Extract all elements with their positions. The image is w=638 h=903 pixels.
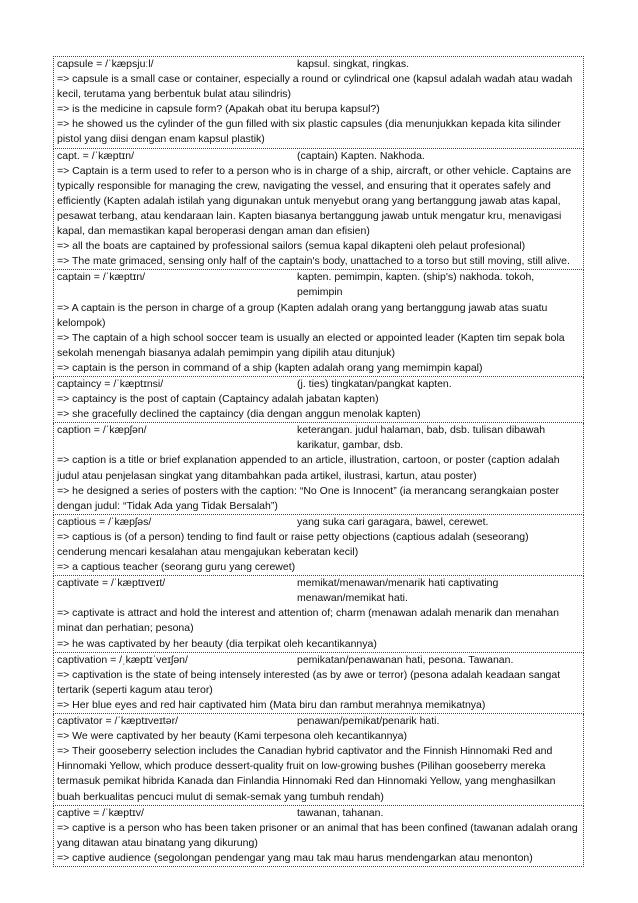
headword: captaincy = /ˈkæptɪnsi/: [57, 377, 164, 390]
dictionary-entry: [53, 423, 584, 515]
example-line: => captivation is the state of being intensely interested (as by awe or terror) (pesona adalah keadaan sangat tertarik (seperti kagum atau teror): [57, 668, 561, 696]
headword: captain = /ˈkæptɪn/: [57, 271, 146, 284]
example-line: => capsule is a small case or container, especially a round or cylindrical one (kapsul adalah wadah atau wadah kecil, terutama yang berbentuk bulat atau silindris): [57, 73, 573, 101]
example-line: => Their gooseberry selection includes the Canadian hybrid captivator and the Finnish Hinnomaki Red and Hinnomaki Yellow, which produce dessert-quality fruit on low-growing bushes (Pilihan gooseberry mereka termasuk pemikat hibrida Kanada dan Finlandia Hinnomaki Red dan Hinnomaki Yellow, yang menghasilkan buah berkualitas pencuci mulut di semak-semak yang tumbuh rendah): [57, 745, 556, 803]
headword: captive = /ˈkæptɪv/: [57, 806, 144, 819]
dictionary-entry: [53, 149, 584, 271]
meaning: yang suka cari garagara, bawel, cerewet.: [297, 515, 489, 528]
example-line: => The captain of a high school soccer team is usually an elected or appointed leader (Kapten tim sepak bola sekolah menengah biasanya adalah pemimpin yang dipilih atau ditunjuk): [57, 331, 565, 359]
example-line: => The mate grimaced, sensing only half of the captain's body, unattached to a torso but still moving, still alive.: [57, 255, 570, 268]
example-line: => he showed us the cylinder of the gun filled with six plastic capsules (dia menunjukkan kepada kita silinder pistol yang diisi dengan enam kapsul plastik): [57, 118, 561, 146]
example-line: => a captious teacher (seorang guru yang cerewet): [57, 561, 296, 574]
dictionary-entry: [53, 270, 584, 377]
dictionary-entry: [53, 806, 584, 867]
example-line: => captious is (of a person) tending to find fault or raise petty objections (captious adalah (seseorang) cenderung mencari kesalahan atau mengajukan keberatan kecil): [57, 530, 529, 558]
entry-header: [57, 714, 581, 729]
meaning: pemikatan/penawanan hati, pesona. Tawanan.: [297, 653, 514, 666]
entry-header: [57, 515, 581, 530]
headword: captivator = /ˈkæptɪveɪtər/: [57, 715, 178, 728]
dictionary-entry: [53, 515, 584, 576]
meaning: kapsul. singkat, ringkas.: [297, 58, 410, 70]
meaning: penawan/pemikat/penarik hati.: [297, 715, 440, 728]
entry-header: [57, 149, 581, 164]
headword: capsule = /ˈkæpsjuːl/: [57, 58, 154, 70]
entry-header: [57, 377, 581, 392]
headword: captivation = /ˌkæptɪˈveɪʃən/: [57, 653, 188, 666]
headword: captivate = /ˈkæptɪveɪt/: [57, 577, 166, 590]
example-line: => she gracefully declined the captaincy (dia dengan anggun menolak kapten): [57, 408, 421, 421]
headword: captious = /ˈkæpʃəs/: [57, 515, 152, 528]
example-line: => all the boats are captained by professional sailors (semua kapal dikapteni oleh pelaut profesional): [57, 240, 526, 253]
example-line: => he designed a series of posters with the caption: “No One is Innocent” (ia merancang serangkaian poster dengan judul: “Tidak Ada yang Tidak Bersalah”): [57, 484, 559, 512]
entry-header: [57, 270, 581, 300]
example-line: => captive is a person who has been taken prisoner or an animal that has been confined (tawanan adalah orang yang ditawan atau binatang yang dikurung): [57, 821, 578, 849]
example-line: => captive audience (segolongan pendengar yang mau tak mau harus mendengarkan atau menonton): [57, 851, 533, 864]
dictionary-entry: [53, 653, 584, 714]
entry-header: [57, 806, 581, 821]
entry-header: [57, 423, 581, 453]
example-line: => captaincy is the post of captain (Captaincy adalah jabatan kapten): [57, 393, 379, 406]
example-line: => A captain is the person in charge of a group (Kapten adalah orang yang bertanggung jawab atas suatu kelompok): [57, 301, 548, 329]
example-line: => We were captivated by her beauty (Kami terpesona oleh kecantikannya): [57, 730, 408, 743]
example-line: => Captain is a term used to refer to a person who is in charge of a ship, aircraft, or other vehicle. Captains are typically responsible for managing the crew, navigating the vessel, and ensuring that it operates safely and efficiently (Kapten adalah istilah yang digunakan untuk menyebut orang yang bertanggung jawab atas kapal, pesawat terbang, atau kendaraan lain. Kapten biasanya bertanggung jawab untuk mengatur kru, menavigasi kapal, dan memastikan kapal beroperasi dengan aman dan efisien): [57, 164, 572, 238]
meaning: memikat/menawan/menarik hati captivating menawan/memikat hati.: [297, 577, 499, 605]
meaning: kapten. pemimpin, kapten. (ship's) nakhoda. tokoh, pemimpin: [297, 271, 535, 299]
dictionary-entry: [53, 56, 584, 149]
example-line: => captivate is attract and hold the interest and attention of; charm (menawan adalah menarik dan menahan minat dan perhatian; pesona): [57, 607, 559, 635]
example-line: => captain is the person in command of a ship (kapten adalah orang yang memimpin kapal): [57, 361, 483, 374]
meaning: keterangan. judul halaman, bab, dsb. tulisan dibawah karikatur, gambar, dsb.: [297, 424, 546, 452]
example-line: => caption is a title or brief explanation appended to an article, illustration, cartoon, or poster (caption adalah judul atau penjelasan singkat yang ditambahkan pada artikel, ilustrasi, kartun, atau poster): [57, 454, 560, 482]
meaning: (captain) Kapten. Nakhoda.: [297, 149, 425, 162]
entry-header: [57, 653, 581, 668]
dictionary-entry: [53, 377, 584, 423]
example-line: => Her blue eyes and red hair captivated him (Mata biru dan rambut merahnya memikatnya): [57, 698, 486, 711]
dictionary-entry: [53, 576, 584, 652]
entry-header: [57, 576, 581, 606]
example-line: => is the medicine in capsule form? (Apakah obat itu berupa kapsul?): [57, 103, 380, 116]
headword: capt. = /ˈkæptɪn/: [57, 149, 134, 162]
headword: caption = /ˈkæpʃən/: [57, 424, 147, 437]
dictionary-page: [53, 56, 584, 867]
meaning: (j. ties) tingkatan/pangkat kapten.: [297, 377, 452, 390]
entry-header: [57, 57, 581, 72]
example-line: => he was captivated by her beauty (dia terpikat oleh kecantikannya): [57, 637, 377, 650]
meaning: tawanan, tahanan.: [297, 806, 384, 819]
dictionary-entry: [53, 714, 584, 806]
